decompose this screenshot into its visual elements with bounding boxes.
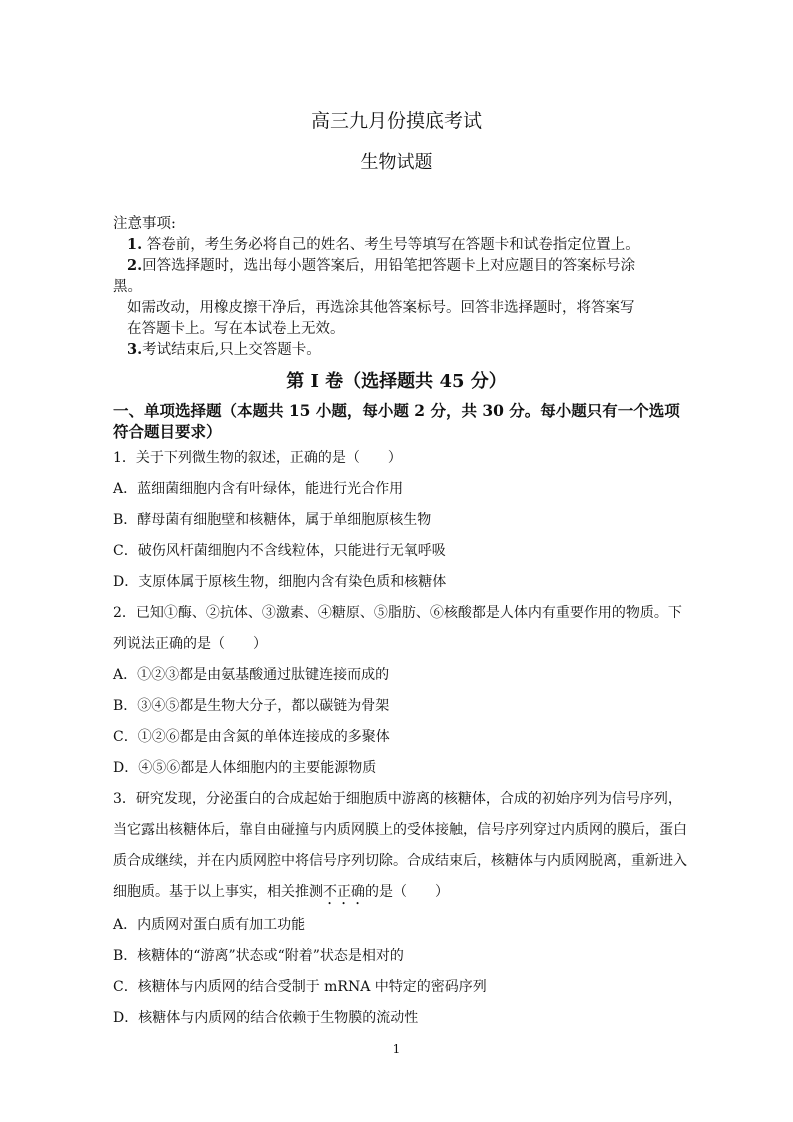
- notice-item-2-line-2: 如需改动，用橡皮擦干净后，再选涂其他答案标号。回答非选择题时，将答案写: [127, 300, 635, 316]
- notice-heading: 注意事项:: [113, 216, 176, 232]
- option-d: D．核糖体与内质网的结合依赖于生物膜的流动性: [113, 1010, 419, 1026]
- option-b: B．核糖体的“游离”状态或“附着”状态是相对的: [113, 948, 404, 964]
- question-stem: 3．研究发现，分泌蛋白的合成起始于细胞质中游离的核糖体，合成的初始序列为信号序列，: [113, 791, 682, 807]
- exam-title: 高三九月份摸底考试: [310, 110, 482, 132]
- option-a: A．①②③都是由氨基酸通过肽键连接而成的: [113, 667, 390, 683]
- question-stem-line-2: 当它露出核糖体后，靠自由碰撞与内质网膜上的受体接触，信号序列穿过内质网的膜后，蛋白: [113, 822, 687, 838]
- notice-item-2-line-3: 在答题卡上。写在本试卷上无效。: [127, 321, 345, 337]
- question-stem: 1．关于下列微生物的叙述，正确的是（ ）: [113, 450, 402, 466]
- option-c: C．破伤风杆菌细胞内不含线粒体，只能进行无氧呼吸: [113, 543, 446, 559]
- notice-item-1-text: 答卷前，考生务必将自己的姓名、考生号等填写在答题卡和试卷指定位置上。: [142, 237, 640, 253]
- notice-item-3: [127, 338, 321, 359]
- notice-item-1-number: 1.: [127, 236, 143, 253]
- question-stem-line-4: [113, 881, 449, 908]
- notice-item-3-text: 考试结束后,只上交答题卡。: [142, 342, 321, 358]
- question-stem: 2．已知①酶、②抗体、③激素、④糖原、⑤脂肪、⑥核酸都是人体内有重要作用的物质。下: [113, 605, 682, 621]
- notice-item-2-number: 2.: [127, 257, 143, 274]
- option-b: B．酵母菌有细胞壁和核糖体，属于单细胞原核生物: [113, 512, 432, 528]
- notice-item-2-text: 回答选择题时，选出每小题答案后，用铅笔把答题卡上对应题目的答案标号涂: [142, 258, 636, 274]
- notice-item-2-continued: 黑。: [113, 279, 142, 295]
- notice-item-1: [127, 233, 640, 254]
- question-stem-line-3: 质合成继续，并在内质网腔中将信号序列切除。合成结束后，核糖体与内质网脱离，重新进入: [113, 853, 687, 869]
- part-heading-line-2: 符合题目要求）: [113, 422, 222, 441]
- option-d: D．④⑤⑥都是人体细胞内的主要能源物质: [113, 760, 377, 776]
- notice-item-3-number: 3.: [127, 341, 143, 358]
- option-d: D．支原体属于原核生物，细胞内含有染色质和核糖体: [113, 574, 447, 590]
- emphasized-text: 不正确: [323, 884, 365, 900]
- option-c: C．核糖体与内质网的结合受制于 mRNA 中特定的密码序列: [113, 979, 487, 995]
- option-c: C．①②⑥都是由含氮的单体连接成的多聚体: [113, 729, 390, 745]
- section-title: 第 I 卷（选择题共 45 分）: [286, 371, 507, 392]
- option-a: A．蓝细菌细胞内含有叶绿体，能进行光合作用: [113, 481, 404, 497]
- page-number: 1: [392, 1042, 401, 1056]
- question-stem-line-2: 列说法正确的是（ ）: [113, 636, 267, 652]
- stem-text: 细胞质。基于以上事实，相关推测: [113, 884, 323, 900]
- option-b: B．③④⑤都是生物大分子，都以碳链为骨架: [113, 698, 390, 714]
- subject-title: 生物试题: [360, 152, 433, 173]
- part-heading-line-1: 一、单项选择题（本题共 15 小题，每小题 2 分，共 30 分。每小题只有一个选项: [113, 401, 680, 420]
- option-a: A．内质网对蛋白质有加工功能: [113, 917, 306, 933]
- notice-item-2: [127, 254, 635, 275]
- stem-text-end: 的是（ ）: [365, 884, 449, 900]
